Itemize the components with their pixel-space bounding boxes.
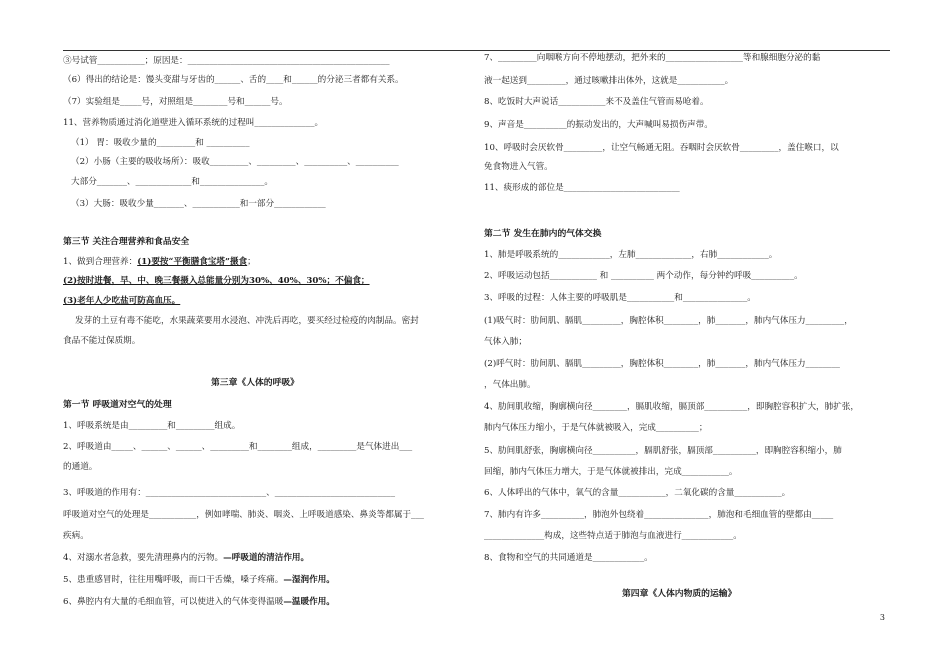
r2-line-3: 3、呼吸的过程：人体主要的呼吸肌是___________和_______________。 <box>484 293 756 303</box>
r-line-8: 8、吃饭时大声说话___________来不及盖住气管而易呛着。 <box>484 97 709 107</box>
nutrition-item-1: (1)要按“平衡膳食宝塔”摄食 <box>137 257 248 267</box>
nutrition-item-3: (3)老年人少吃盐可防高血压。 <box>63 296 181 306</box>
sec1-line-6: 疾病。 <box>63 531 89 541</box>
item-6 <box>63 597 335 608</box>
r2-line-exhale: (2)呼气时：肋间肌、膈肌_________，胸腔体积________，肺_______，肺内气体压力________ <box>484 359 840 369</box>
item-5 <box>63 575 335 586</box>
line-stomach: （1） 胃：吸收少量的_________和 __________ <box>71 138 250 148</box>
line-experiment-group: （7）实验组是_____号，对照组是________号和______号。 <box>63 97 288 107</box>
line-absorption: 11、营养物质通过消化道壁进入循环系统的过程叫______________。 <box>63 118 324 128</box>
item-5-bold: —湿润作用。 <box>283 575 335 585</box>
line-conclusion: （6）得出的结论是：馒头变甜与牙齿的______、舌的____和______的分泌三者都有关系。 <box>63 75 404 85</box>
r2-line-5-cont: 回缩，肺内气体压力增大，于是气体就被排出，完成___________。 <box>484 467 738 477</box>
item-4 <box>63 553 309 564</box>
r2-line-exhale-cont: ，气体出肺。 <box>484 380 536 390</box>
nutrition-item-2: (2)按时进餐，早、中、晚三餐摄入总能量分别为30%、40%、30%；不偏食； <box>63 276 370 286</box>
line-small-intestine-cont: 大部分_______、_____________和_______________。 <box>71 177 273 187</box>
line-small-intestine: （2）小肠（主要的吸收场所）：吸收_________、_________、__________、__________ <box>71 157 399 167</box>
nutrition-item-1-tail: ； <box>247 257 256 267</box>
r2-line-5: 5、肋间肌舒张，胸廓横向径__________，膈肌舒张，膈顶部__________，即胸腔容积缩小，肺 <box>484 446 842 456</box>
section3-title: 第三节 关注合理营养和食品安全 <box>63 237 190 247</box>
r2-line-7-cont: ______________构成，这些特点适于肺泡与血液进行____________。 <box>484 531 742 541</box>
r-line-7-cont: 液一起送到_________，通过咳嗽排出体外，这就是___________。 <box>484 76 734 86</box>
r2-line-inhale: (1)吸气时：肋间肌、膈肌_________，胸腔体积________，肺_______，肺内气体压力_________， <box>484 316 853 326</box>
r2-line-1: 1、肺是呼吸系统的____________，左肺_____________，右肺____________。 <box>484 250 778 260</box>
item-6-bold: —温暖作用。 <box>283 597 335 607</box>
r2-line-4-cont: 肺内气体压力缩小，于是气体就被吸入，完成__________； <box>484 423 708 433</box>
r2-line-4: 4、肋间肌收缩，胸廓横向径________，膈肌收缩，膈顶部__________，即胸腔容积扩大，肺扩张， <box>484 402 860 412</box>
nutrition-line-1 <box>63 257 256 268</box>
line-large-intestine: （3）大肠：吸收少量_______、___________和一部分____________ <box>71 199 326 209</box>
sec1-line-4: 3、呼吸道的作用有：____________________________、____________________________ <box>63 488 396 498</box>
r2-line-2: 2、呼吸运动包括___________ 和 __________ 两个动作，每分钟约呼吸__________。 <box>484 271 803 281</box>
r-line-10: 10、呼吸时会厌软骨_________，让空气畅通无阻。吞咽时会厌软骨_________，盖住喉口，以 <box>484 143 839 153</box>
sec1-line-3: 的通道。 <box>63 462 98 472</box>
section1-title: 第一节 呼吸道对空气的处理 <box>63 400 172 410</box>
item-6-text: 6、鼻腔内有大量的毛细血管，可以使进入的气体变得温暖 <box>63 597 284 607</box>
chapter4-title: 第四章《人体内物质的运输》 <box>622 589 737 599</box>
sec1-line-1: 1、呼吸系统是由_________和_________组成。 <box>63 421 241 431</box>
r2-line-7: 7、肺内有许多__________，肺泡外包绕着_______________，肺泡和毛细血管的壁都由_____ <box>484 510 834 520</box>
r-line-10-cont: 免食物进入气管。 <box>484 162 553 172</box>
sec1-line-5: 呼吸道对空气的处理是___________，例如哮喘、肺炎、咽炎、上呼吸道感染、鼻炎等都属于___ <box>63 510 424 520</box>
r2-line-8: 8、食物和空气的共同通道是____________。 <box>484 553 653 563</box>
r-line-11: 11、痰形成的部位是___________________________ <box>484 183 680 193</box>
r-line-9: 9、声音是__________的振动发出的，大声喊叫易损伤声带。 <box>484 120 713 130</box>
r2-line-inhale-cont: 气体入肺； <box>484 337 527 347</box>
item-5-text: 5、患重感冒时，往往用嘴呼吸，而口干舌燥，嗓子疼痛。 <box>63 575 284 585</box>
food-safety-line-1: 发芽的土豆有毒不能吃，水果蔬菜要用水浸泡、冲洗后再吃，要买经过检疫的肉制品。密封 <box>75 316 419 326</box>
chapter3-title: 第三章《人体的呼吸》 <box>211 378 299 388</box>
page-number: 3 <box>879 613 885 622</box>
food-safety-line-2: 食品不能过保质期。 <box>63 336 141 346</box>
item-4-bold: —呼吸道的清洁作用。 <box>223 553 310 563</box>
nutrition-lead: 1、做到合理营养： <box>63 257 138 267</box>
line-test-tube-3: ③号试管___________；原因是：_______________________________________________ <box>63 56 390 66</box>
r-line-7: 7、_________向咽喉方向不停地摆动，把外来的__________________等和腺细胞分泌的黏 <box>484 53 821 63</box>
section2-title: 第二节 发生在肺内的气体交换 <box>484 229 602 239</box>
sec1-line-2: 2、呼吸道由_____、______、______、_________和________组成，_________是气体进出___ <box>63 442 413 452</box>
r2-line-6: 6、人体呼出的气体中，氧气的含量___________，二氧化碳的含量___________。 <box>484 488 791 498</box>
header-rule <box>63 50 890 51</box>
item-4-text: 4、对溺水者急救，要先清理鼻内的污物。 <box>63 553 224 563</box>
